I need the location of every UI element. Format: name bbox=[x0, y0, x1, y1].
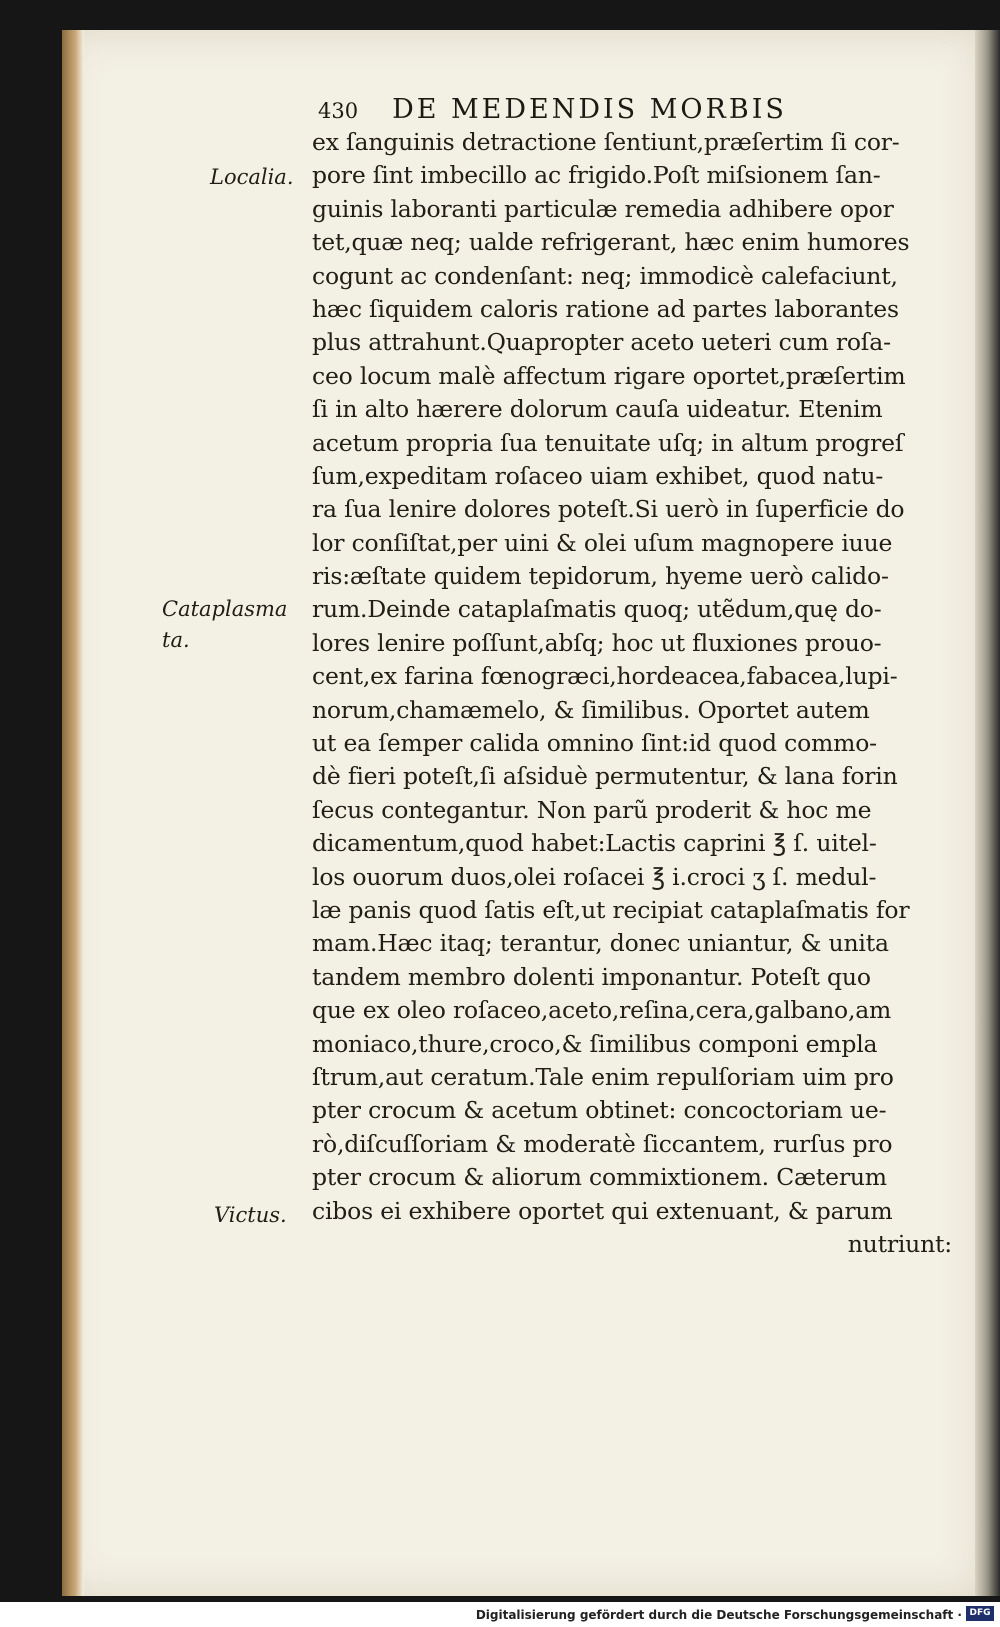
text-line: tandem membro dolenti imponantur. Poteſt quo bbox=[312, 962, 871, 991]
text-line: pter crocum & acetum obtinet: concoctoriam ue- bbox=[312, 1096, 887, 1125]
text-line: tet,quæ neq; ualde refrigerant, hæc enim humores bbox=[312, 228, 910, 257]
text-line: cent,ex farina fœnogræci,hordeacea,fabacea,lupi- bbox=[312, 662, 898, 691]
text-line: dicamentum,quod habet:Lactis caprini ℥ ſ. uitel- bbox=[312, 829, 877, 858]
running-title: DE MEDENDIS MORBIS bbox=[392, 94, 787, 125]
marginal-note-victus: Victus. bbox=[214, 1203, 287, 1227]
text-line: dè fieri poteſt,ſi aſsiduè permutentur, & lana forin bbox=[312, 762, 898, 791]
text-line: pore ſint imbecillo ac frigido.Poſt miſsionem ſan- bbox=[312, 161, 881, 190]
dfg-logo-icon: DFG bbox=[966, 1606, 994, 1621]
text-line: ſi in alto hærere dolorum cauſa uideatur. Etenim bbox=[312, 395, 883, 424]
text-line: læ panis quod ſatis eſt,ut recipiat cataplaſmatis for bbox=[312, 895, 910, 924]
marginal-note-cataplasma-cont: ta. bbox=[162, 628, 190, 652]
text-line: plus attrahunt.Quapropter aceto ueteri cum roſa- bbox=[312, 328, 891, 357]
text-line: hæc ſiquidem caloris ratione ad partes laborantes bbox=[312, 294, 899, 323]
text-line: ex ſanguinis detractione ſentiunt,præſertim ſi cor- bbox=[312, 128, 900, 156]
text-line: lores lenire poſſunt,abſq; hoc ut fluxiones prouo- bbox=[312, 628, 882, 657]
text-line: moniaco,thure,croco,& ſimilibus componi empla bbox=[312, 1029, 878, 1058]
text-line: ra ſua lenire dolores poteſt.Si uerò in ſuperficie do bbox=[312, 495, 905, 524]
text-line: norum,chamæmelo, & ſimilibus. Oportet autem bbox=[312, 695, 870, 724]
running-head bbox=[318, 94, 787, 125]
marginal-note-localia: Localia. bbox=[210, 165, 294, 189]
page-outer-edge bbox=[975, 30, 1000, 1596]
text-line: pter crocum & aliorum commixtionem. Cæterum bbox=[312, 1163, 887, 1192]
text-line: ut ea ſemper calida omnino ſint:id quod commo- bbox=[312, 729, 877, 758]
text-line: rum.Deinde cataplaſmatis quoq; utẽdum,quę do- bbox=[312, 595, 882, 624]
page-gutter-edge bbox=[62, 30, 84, 1596]
page-number: 430 bbox=[318, 99, 359, 123]
text-line: que ex oleo roſaceo,aceto,reſina,cera,galbano,am bbox=[312, 996, 892, 1025]
text-line: lor conſiſtat,per uini & olei uſum magnopere iuue bbox=[312, 528, 893, 557]
text-line: acetum propria ſua tenuitate uſq; in altum progreſ bbox=[312, 428, 904, 457]
text-line: rò,diſcuſſoriam & moderatè ſiccantem, rurſus pro bbox=[312, 1129, 893, 1158]
text-line: ſtrum,aut ceratum.Tale enim repulſoriam uim pro bbox=[312, 1062, 894, 1091]
text-line: cibos ei exhibere oportet qui extenuant, & parum bbox=[312, 1196, 893, 1225]
text-line: ſum,expeditam roſaceo uiam exhibet, quod natu- bbox=[312, 461, 884, 490]
digitization-credit: Digitalisierung gefördert durch die Deutsche Forschungsgemeinschaft · bbox=[475, 1608, 962, 1622]
text-line: ſecus contegantur. Non parũ proderit & hoc me bbox=[312, 795, 872, 824]
marginal-note-cataplasma: Cataplasma bbox=[162, 597, 288, 621]
text-line: cogunt ac condenſant: neq; immodicè calefaciunt, bbox=[312, 261, 898, 290]
text-line: guinis laboranti particulæ remedia adhibere opor bbox=[312, 194, 894, 223]
text-line: ris:æſtate quidem tepidorum, hyeme uerò calido- bbox=[312, 562, 889, 591]
catchword-line: nutriunt: bbox=[847, 1229, 952, 1258]
text-line: los ouorum duos,olei roſacei ℥ i.croci ʒ ſ. medul- bbox=[312, 862, 877, 891]
text-line: ceo locum malè affectum rigare oportet,præſertim bbox=[312, 361, 906, 390]
body-text bbox=[312, 126, 952, 1261]
text-line: mam.Hæc itaq; terantur, donec uniantur, & unita bbox=[312, 929, 889, 958]
